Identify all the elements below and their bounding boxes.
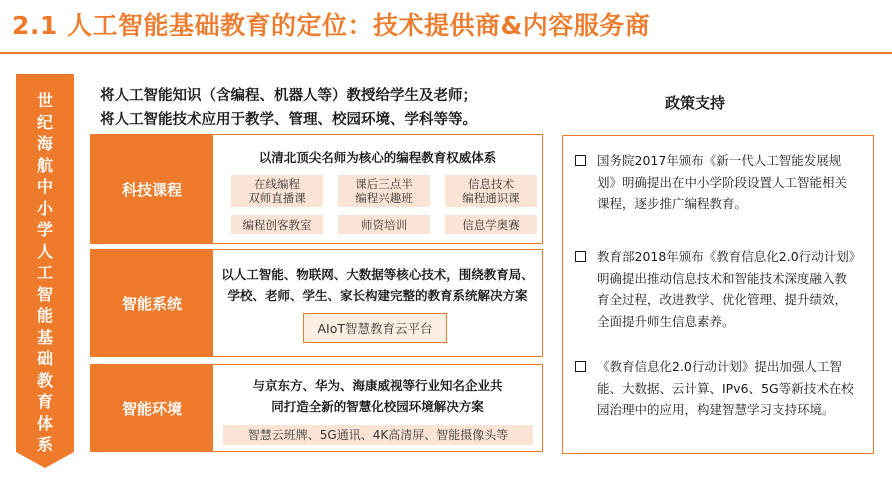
policy-text: 教育部2018年颁布《教育信息化2.0行动计划》明确提出推动信息技术和智能技术深度融入教育全过程，改进教学、优化管理、提升绩效，全面提升师生信息素养。: [597, 249, 855, 329]
section-heading: [213, 264, 542, 306]
chip-line: 双师直播课: [248, 191, 306, 205]
section-body: [213, 365, 542, 451]
square-bullet-icon: [575, 155, 586, 166]
heading-line-1: 与京东方、华为、海康威视等行业知名企业共: [252, 378, 503, 393]
intro-line-1: 将人工智能知识（含编程、机器人等）教授给学生及老师；: [100, 88, 477, 104]
section-body: [213, 135, 542, 243]
chip-line: 在线编程: [254, 177, 300, 191]
section-label: 智能系统: [91, 250, 213, 356]
chip-environment-items: 智慧云班牌、5G通讯、4K高清屏、智能摄像头等: [223, 425, 533, 445]
chip-it-general: [445, 175, 537, 207]
heading-line-2: 同打造全新的智慧化校园环境解决方案: [271, 399, 484, 414]
chip-olympiad: 信息学奥赛: [445, 215, 537, 234]
section-body: [213, 250, 542, 356]
policy-text: 国务院2017年颁布《新一代人工智能发展规划》明确提出在中小学阶段设置人工智能相关课程，逐步推广编程教育。: [597, 153, 848, 211]
section-label: 智能环境: [91, 365, 213, 451]
section-label: 科技课程: [91, 135, 213, 243]
heading-line-2: 学校、老师、学生、家长构建完整的教育系统解决方案: [227, 288, 528, 303]
chip-online-coding: [231, 175, 323, 207]
chip-after-school: [338, 175, 430, 207]
chip-line: 编程兴趣班: [355, 191, 413, 205]
arrow-body: [16, 74, 74, 452]
arrow-down-icon: [16, 452, 74, 468]
intro-text: [100, 84, 540, 132]
policy-title: 政策支持: [665, 94, 726, 112]
system-arrow: [16, 74, 74, 474]
aiot-platform-box: AIoT智慧教育云平台: [303, 313, 447, 343]
policy-item: [575, 150, 859, 215]
section-smart-system: [90, 249, 543, 357]
arrow-label: 世纪海航中小学人工智能基础教育体系: [36, 91, 53, 454]
policy-text: 《教育信息化2.0行动计划》提出加强人工智能、大数据、云计算、IPv6、5G等新技术在校园治理中的应用，构建智慧学习支持环境。: [597, 359, 854, 417]
policy-item: [575, 356, 859, 421]
square-bullet-icon: [575, 251, 586, 262]
chip-line: 信息技术: [468, 177, 514, 191]
policy-box: [562, 135, 874, 454]
page-title: 2.1 人工智能基础教育的定位：技术提供商&内容服务商: [12, 11, 651, 40]
policy-item: [575, 246, 859, 332]
chip-maker-classroom: 编程创客教室: [231, 215, 323, 234]
section-heading: 以清北顶尖名师为核心的编程教育权威体系: [258, 150, 497, 165]
chip-line: 课后三点半: [355, 177, 413, 191]
title-divider: [0, 52, 892, 54]
section-smart-environment: [90, 364, 543, 452]
section-tech-course: [90, 134, 543, 244]
chip-teacher-training: 师资培训: [338, 215, 430, 234]
square-bullet-icon: [575, 361, 586, 372]
section-heading: [213, 375, 542, 417]
heading-line-1: 以人工智能、物联网、大数据等核心技术，围绕教育局、: [221, 267, 534, 282]
intro-line-2: 将人工智能技术应用于教学、管理、校园环境、学科等等。: [100, 112, 477, 128]
chip-line: 编程通识课: [462, 191, 520, 205]
